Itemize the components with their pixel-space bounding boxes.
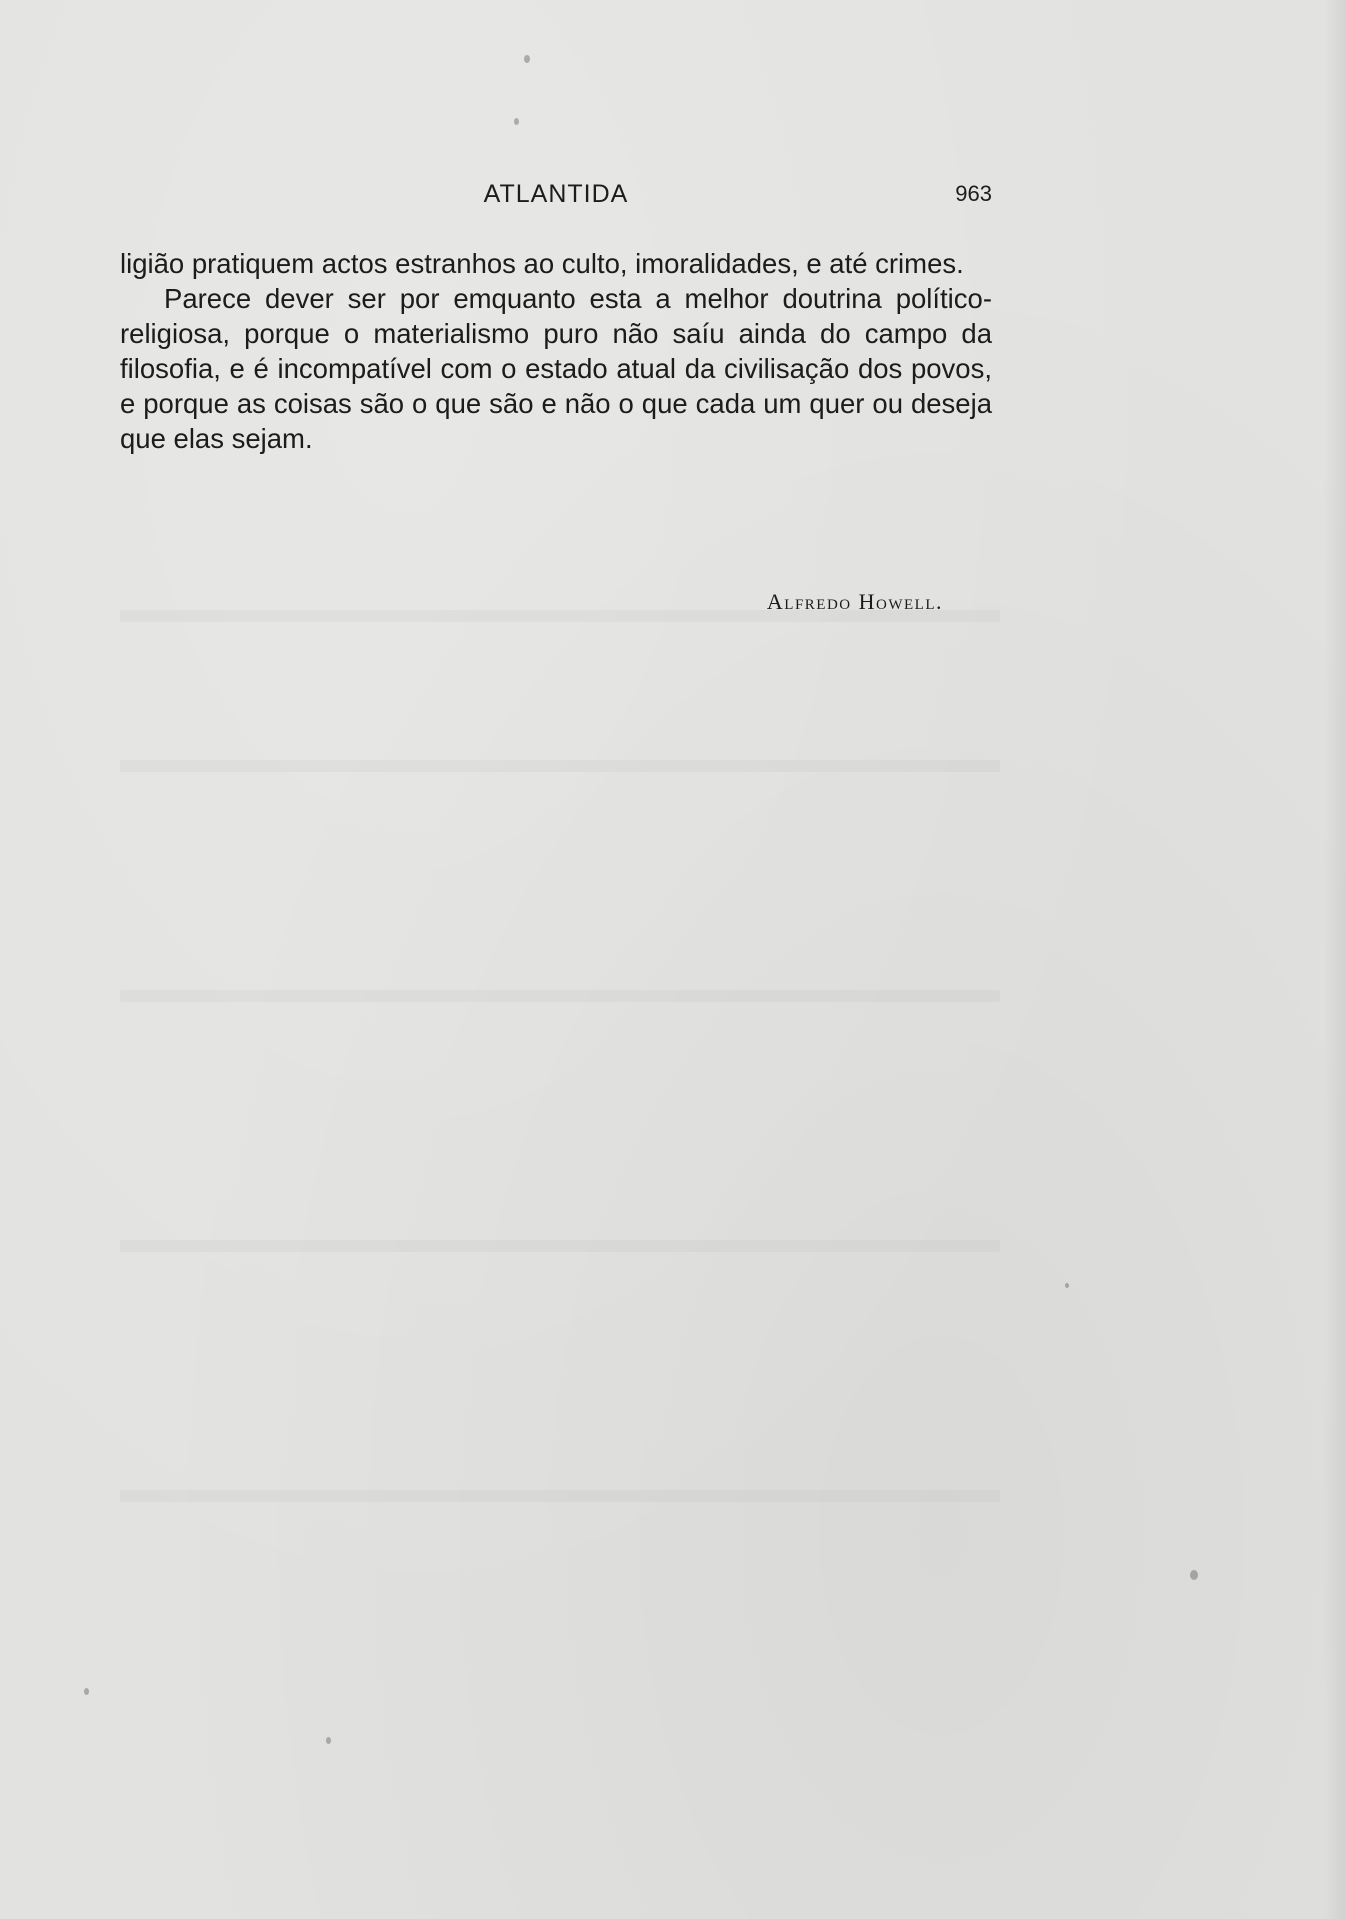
ink-speck	[326, 1737, 331, 1744]
author-signature: Alfredo Howell.	[766, 589, 943, 614]
page-edge-shadow	[1323, 0, 1345, 1919]
paragraph: Parece dever ser por emquanto esta a melhor doutrina político-religiosa, porque o materialismo puro não saíu ainda do campo da filosofia, e é incompatível com o estado atual da civilisação dos povos, e porque as coisas são o que são e não o que cada um quer ou deseja que elas sejam.	[120, 283, 992, 454]
ink-speck	[1190, 1570, 1198, 1580]
ink-speck	[84, 1688, 89, 1695]
show-through-line	[120, 760, 1000, 772]
paragraph: ligião pratiquem actos estranhos ao culto, imoralidades, e até crimes.	[120, 248, 964, 279]
page-header	[120, 180, 992, 214]
running-head: ATLANTIDA	[483, 180, 629, 208]
show-through-line	[120, 1490, 1000, 1502]
ink-speck	[514, 118, 519, 125]
ink-speck	[1065, 1283, 1069, 1288]
ink-speck	[524, 55, 530, 63]
article-body	[120, 246, 992, 456]
show-through-line	[120, 1240, 1000, 1252]
show-through-line	[120, 990, 1000, 1002]
page-number: 963	[955, 181, 992, 206]
